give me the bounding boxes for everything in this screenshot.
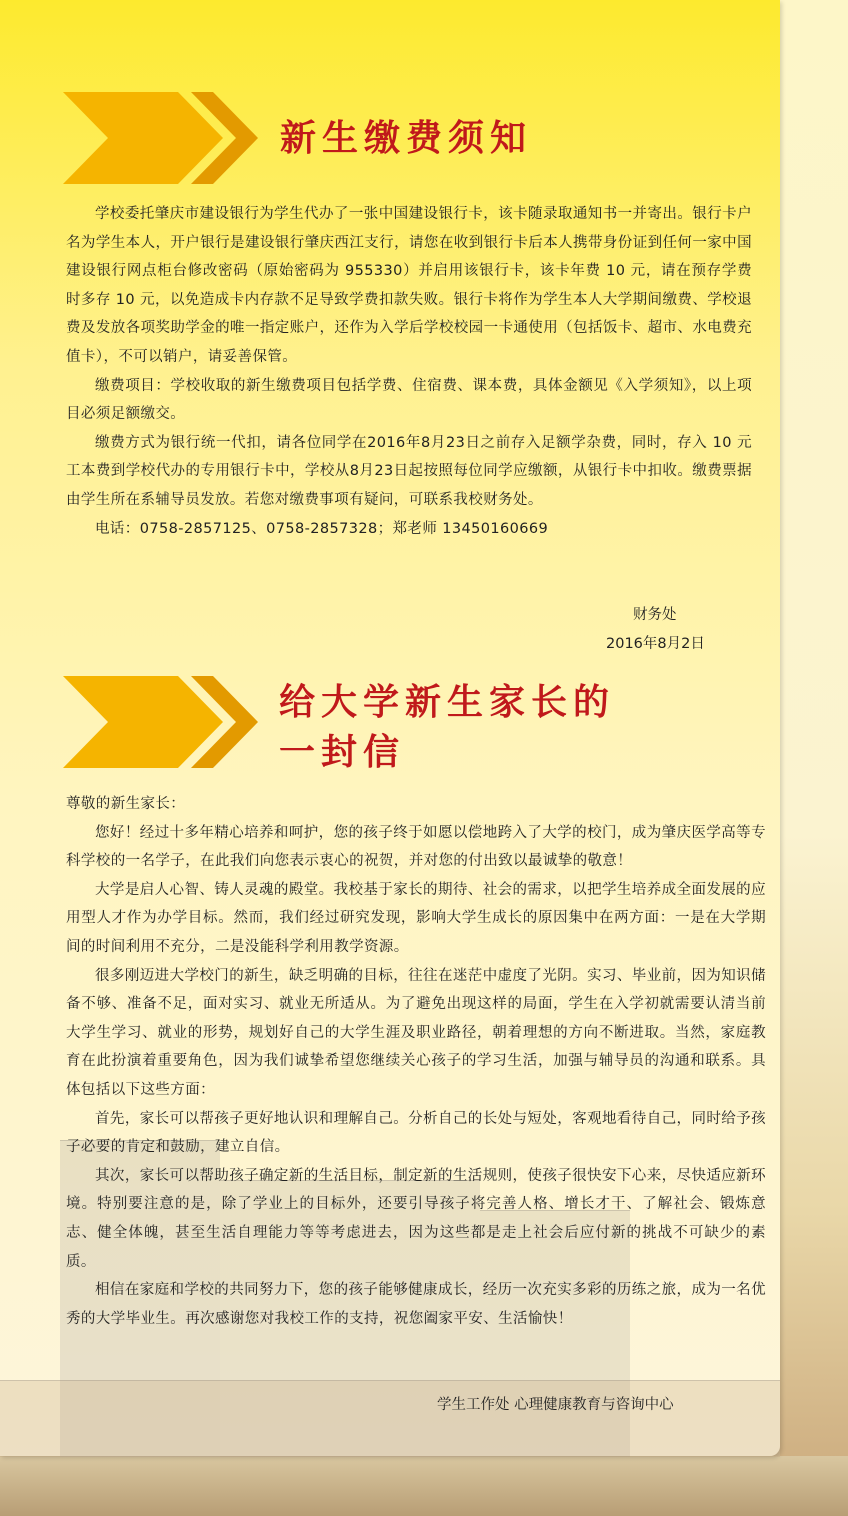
section1-paragraph: 缴费方式为银行统一代扣，请各位同学在2016年8月23日之前存入足额学杂费，同时，存入 10 元工本费到学校代办的专用银行卡中，学校从8月23日起按照每位同学应缴额，从银行卡中扣收。缴费票据由学生所在系辅导员发放。若您对缴费事项有疑问，可联系我校财务处。: [66, 434, 752, 508]
letter-paragraph: 其次，家长可以帮助孩子确定新的生活目标，制定新的生活规则，使孩子很快安下心来，尽快适应新环境。特别要注意的是，除了学业上的目标外，还要引导孩子将完善人格、增长才干、了解社会、锻炼意志、健全体魄，甚至生活自理能力等等考虑进去，因为这些都是走上社会后应付新的挑战不可缺少的素质。: [66, 1167, 766, 1270]
double-chevron-icon: [63, 92, 263, 184]
double-chevron-icon: [63, 676, 263, 768]
section2-body: [66, 790, 766, 1333]
contact-line: 电话：0758-2857125、0758-2857328；郑老师 13450160669: [95, 520, 549, 537]
section1-body: [66, 200, 752, 543]
letter-paragraph: 相信在家庭和学校的共同努力下，您的孩子能够健康成长，经历一次充实多彩的历练之旅，成为一名优秀的大学毕业生。再次感谢您对我校工作的支持，祝您阖家平安、生活愉快！: [66, 1282, 766, 1327]
section1-paragraph: 缴费项目：学校收取的新生缴费项目包括学费、住宿费、课本费，具体金额见《入学须知》，以上项目必须足额缴交。: [66, 377, 752, 423]
section1-title: 新生缴费须知: [280, 117, 533, 159]
section1-heading: [63, 92, 763, 184]
letter-greeting: 尊敬的新生家长：: [66, 796, 186, 812]
letter-paragraph: 很多刚迈进大学校门的新生，缺乏明确的目标，往往在迷茫中虚度了光阴。实习、毕业前，因为知识储备不够、准备不足，面对实习、就业无所适从。为了避免出现这样的局面，学生在入学初就需要认清当前大学生学习、就业的形势，规划好自己的大学生涯及职业路径，朝着理想的方向不断进取。当然，家庭教育在此扮演着重要角色，因为我们诚挚希望您继续关心孩子的学习生活，加强与辅导员的沟通和联系。具体包括以下这些方面：: [66, 967, 766, 1098]
section2-title-line2: 一封信: [279, 731, 406, 773]
section2-signature: 学生工作处 心理健康教育与咨询中心: [437, 1397, 674, 1413]
background-right-strip: [780, 0, 848, 1516]
section2-title-line1: 给大学新生家长的: [279, 681, 616, 723]
letter-paragraph: 首先，家长可以帮孩子更好地认识和理解自己。分析自己的长处与短处，客观地看待自己，同时给予孩子必要的肯定和鼓励，建立自信。: [66, 1110, 766, 1156]
section2-heading: [63, 676, 763, 786]
section1-date: 2016年8月2日: [606, 636, 705, 652]
section1-signature: 财务处: [633, 607, 677, 623]
letter-paragraph: 您好！经过十多年精心培养和呵护，您的孩子终于如愿以偿地跨入了大学的校门，成为肇庆医学高等专科学校的一名学子，在此我们向您表示衷心的祝贺，并对您的付出致以最诚挚的敬意！: [66, 824, 766, 870]
letter-paragraph: 大学是启人心智、铸人灵魂的殿堂。我校基于家长的期待、社会的需求，以把学生培养成全面发展的应用型人才作为办学目标。然而，我们经过研究发现，影响大学生成长的原因集中在两方面：一是在大学期间的时间利用不充分，二是没能科学利用教学资源。: [66, 881, 766, 955]
background-bottom-strip: [0, 1456, 848, 1516]
section1-paragraph: 学校委托肇庆市建设银行为学生代办了一张中国建设银行卡，该卡随录取通知书一并寄出。银行卡户名为学生本人，开户银行是建设银行肇庆西江支行，请您在收到银行卡后本人携带身份证到任何一家中国建设银行网点柜台修改密码（原始密码为 955330）并启用该银行卡，该卡年费 10 元，请在预存学费时多存 10 元，以免造成卡内存款不足导致学费扣款失败。银行卡将作为学生本人大学期间缴费、学校退费及发放各项奖助学金的唯一指定账户，还作为入学后学校校园一卡通使用（包括饭卡、超市、水电费充值卡），不可以销户，请妥善保管。: [66, 206, 752, 365]
campus-building-image: [0, 1380, 780, 1457]
